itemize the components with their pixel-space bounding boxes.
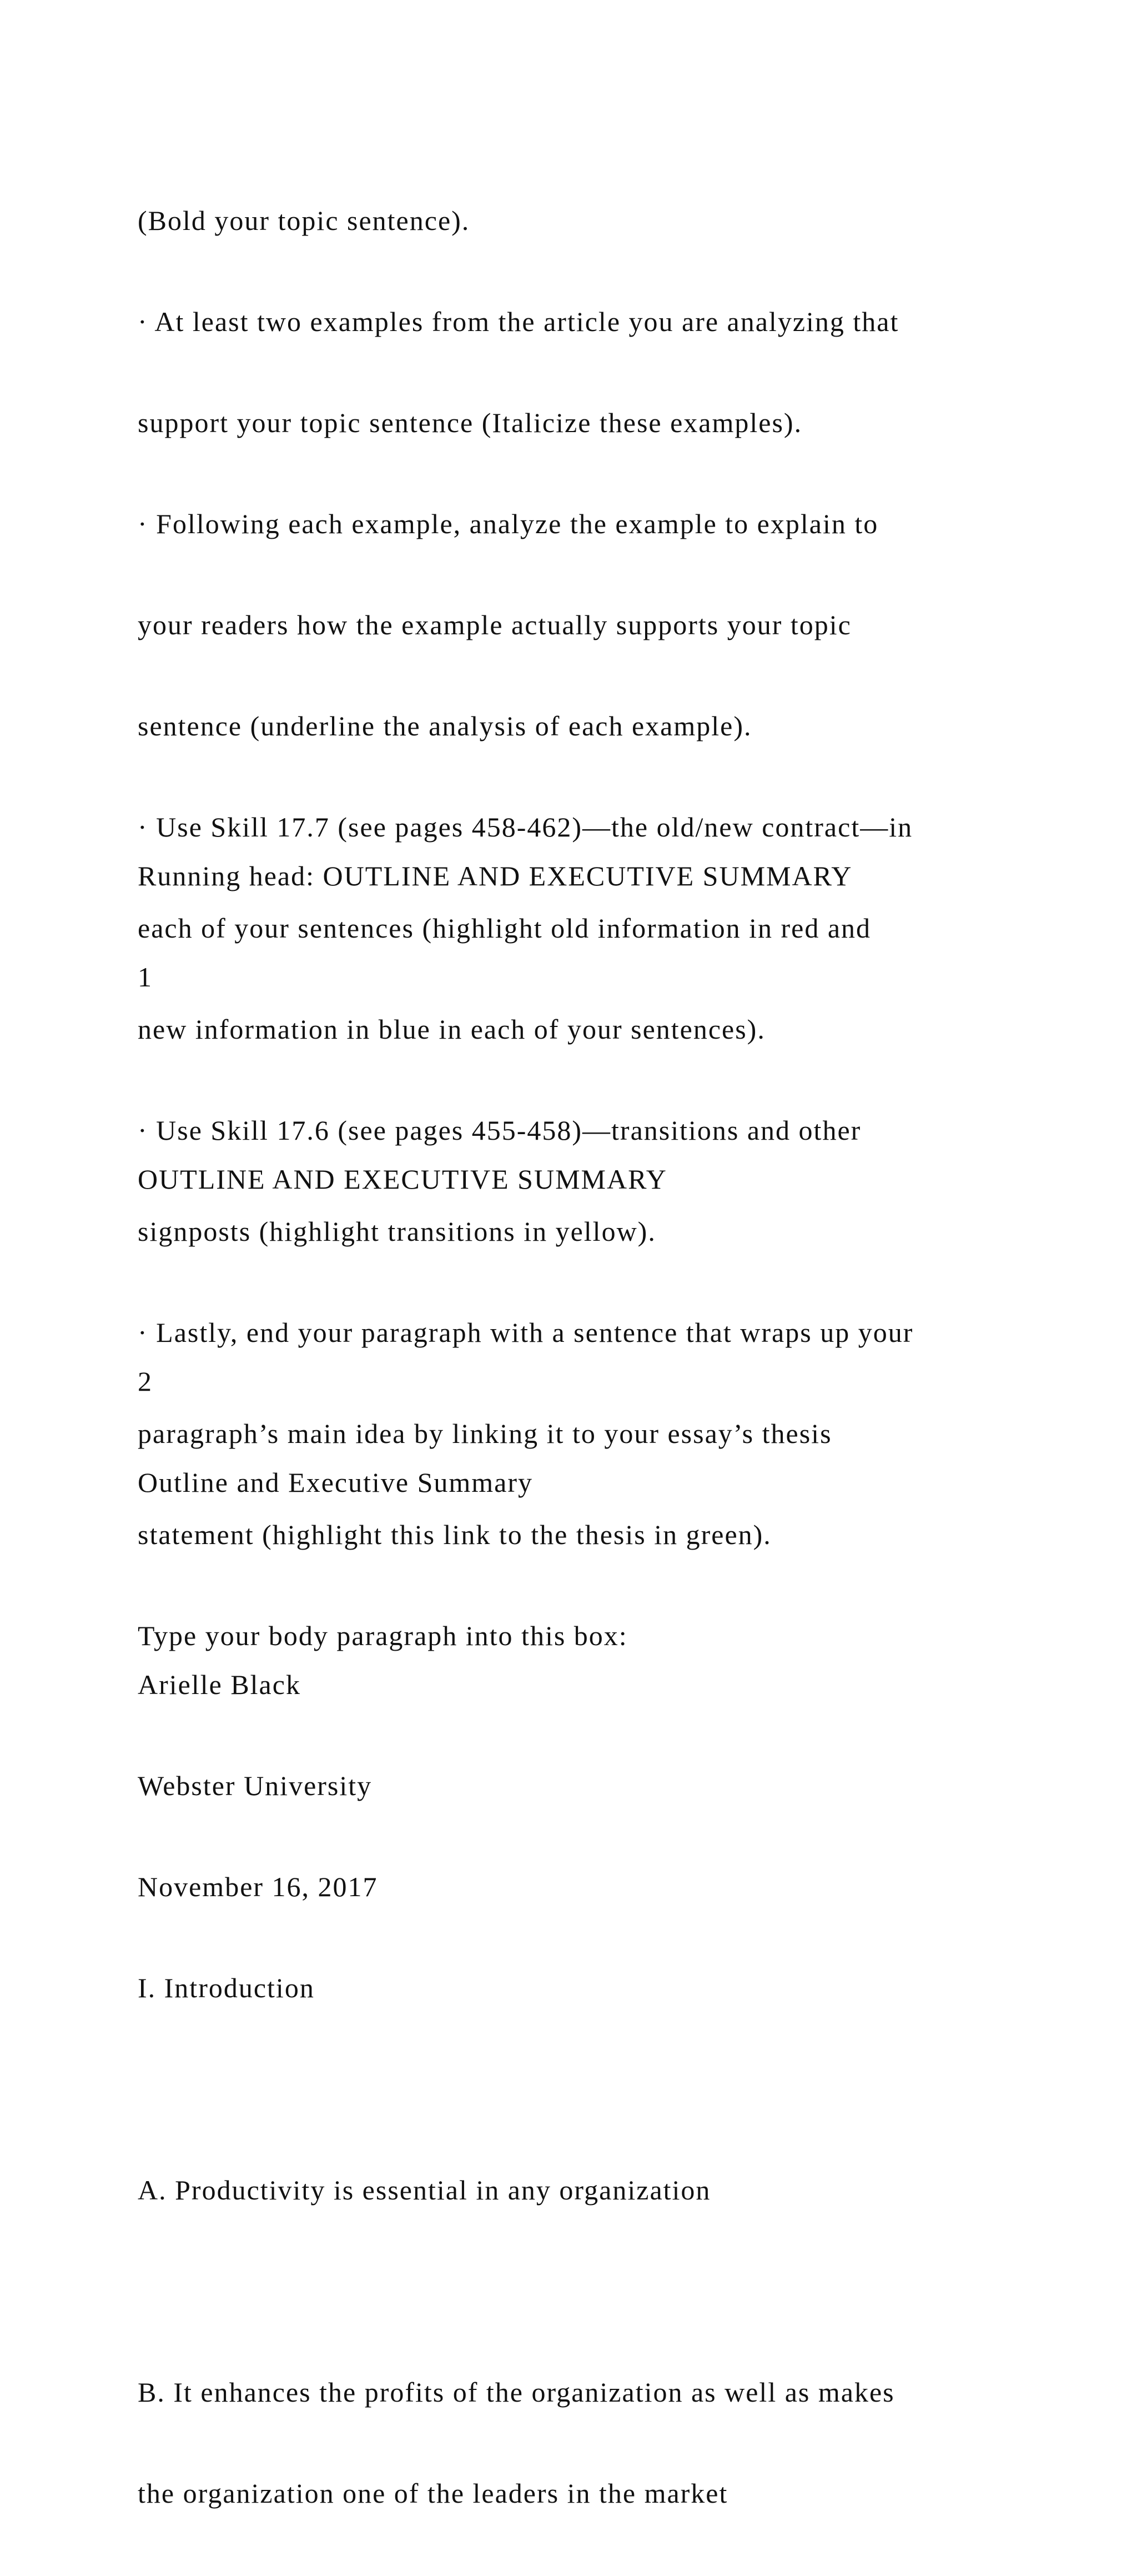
blank-line bbox=[138, 1262, 1093, 1299]
instruction-line: Type your body paragraph into this box: bbox=[138, 1620, 628, 1651]
blank-line bbox=[138, 2071, 1093, 2107]
instruction-line: your readers how the example actually supports your topic bbox=[138, 609, 852, 640]
instruction-line: · Following each example, analyze the example to explain to bbox=[138, 508, 879, 539]
blank-line bbox=[138, 1060, 1093, 1096]
outline-point-a: A. Productivity is essential in any organization bbox=[138, 2174, 711, 2206]
instruction-line: · Use Skill 17.6 (see pages 455-458)—transitions and other bbox=[138, 1115, 862, 1146]
page-number: 1 bbox=[138, 961, 153, 993]
instruction-line: · Use Skill 17.7 (see pages 458-462)—the old/new contract—in bbox=[138, 811, 913, 843]
institution-name: Webster University bbox=[138, 1770, 373, 1801]
instruction-line: · Lastly, end your paragraph with a sentence that wraps up your bbox=[138, 1317, 914, 1348]
blank-line bbox=[138, 2273, 1093, 2309]
outline-point-b-continued: the organization one of the leaders in the market bbox=[138, 2478, 728, 2509]
instruction-line: paragraph’s main idea by linking it to your essay’s thesis bbox=[138, 1418, 832, 1449]
page-number: 2 bbox=[138, 1366, 153, 1397]
running-head: Running head: OUTLINE AND EXECUTIVE SUMMARY bbox=[138, 860, 853, 891]
outline-point-b: B. It enhances the profits of the organization as well as makes bbox=[138, 2377, 895, 2408]
instruction-line: · At least two examples from the article you are analyzing that bbox=[138, 306, 899, 337]
page-header: OUTLINE AND EXECUTIVE SUMMARY bbox=[138, 1164, 667, 1195]
outline-document bbox=[138, 793, 1093, 2576]
document-date: November 16, 2017 bbox=[138, 1871, 378, 1902]
section-heading: I. Introduction bbox=[138, 1972, 315, 2003]
instruction-line: support your topic sentence (Italicize these examples). bbox=[138, 407, 803, 438]
blank-line bbox=[138, 1565, 1093, 1602]
instruction-line: (Bold your topic sentence). bbox=[138, 205, 470, 236]
instruction-line: signposts (highlight transitions in yellow). bbox=[138, 1216, 656, 1247]
author-name: Arielle Black bbox=[138, 1669, 301, 1700]
document-title: Outline and Executive Summary bbox=[138, 1467, 534, 1498]
instruction-line: new information in blue in each of your sentences). bbox=[138, 1014, 766, 1045]
instruction-line: sentence (underline the analysis of each example). bbox=[138, 710, 752, 741]
instruction-line: statement (highlight this link to the thesis in green). bbox=[138, 1519, 772, 1550]
instruction-line: each of your sentences (highlight old information in red and bbox=[138, 913, 872, 944]
